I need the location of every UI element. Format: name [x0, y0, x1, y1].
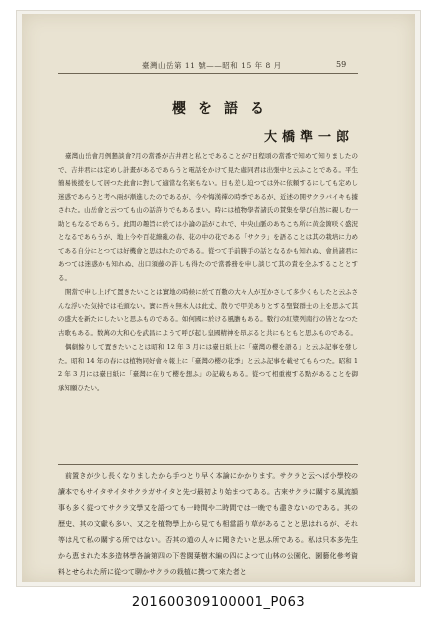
header-rule — [58, 73, 358, 74]
article-title: 櫻を語る — [172, 101, 276, 117]
page-number: 59 — [336, 60, 347, 69]
paragraph: 偶劇餘りして置きたいことは昭和 12 年 3 月には臺日紙上に「臺灣の櫻を語る」と云ふ記事を發した。昭和 14 年の春には植物同好會々報上に「臺灣の櫻の花季」と云ふ記事を載せてもらつた。昭和 12 年 3 月には臺日紙に「臺灣に在りて櫻を想ふ」の記載もある。從つて相重複する點があることを御承知願ひたい。 — [58, 343, 358, 392]
paragraph: 前置きが少し長くなりましたから手つとり早く本論にかかります。サクラと云へば小學校の讀本でもサイタサイタサクラガサイタと先づ最初より始まつてある。古來サクラに關する風流韻事も多く從つてサクラ文學又を語つても一時間や二時間では一晩でも盡きないのである。其の歴史、其の文獻も多い、又之を植物學上から見ても相當語り草があることと思はれるが、それ等は凡て私の關する所ではない。否其の道の人々に聞きたいと思ふ所である。私は只本多先生から恵まれた本多造林學各論第四の下巻闊葉樹木編の四によつて山林の公園化、園藝化參考資料とせられた所に從つて聊かサクラの栽植に携つて來た者と — [58, 472, 358, 576]
body-text-large — [58, 468, 358, 581]
article-author: 大橋準一郎 — [264, 130, 355, 145]
paragraph: 開當で申し上げて置きたいことは實地の時候に於て百數の大々人が互かさして多少くもしたと云ふさんな浮いた気持では毛頭ない。實に吾々無木人は此丈、散りで甲美ありとする聖賢群士の上を思ふて其の盛大を新たにしたいと思ふものである。如何國に於ける風膽もある。數行の紅漿列南行の皆となつた古歌もある。数萬の大和心を武昌にようて呼び起し皇國精神を昂ぶると共にもともと思ふものである。 — [58, 288, 358, 337]
image-caption: 20160030910​0001_P063 — [131, 595, 306, 610]
section-rule — [58, 464, 358, 465]
body-text-small — [58, 150, 358, 396]
paragraph: 臺灣山岳會月例懇談會?月の當番が吉井君と私とであることが?日程頃の當番で知めて知りましたので、吉井君には定めし計畫があるであらうと電話をかけて見た處同君は出張中と云ふことである。平生簡易後援をして居つた此會に對して適當な名案もない。日も差し迫つては外に依頼するにしても定めし迷惑であらうと考へ兩が漸進したのであるが、今や悔漢禪の時季であるが、近述の開サクラバイキも據された。山岳會と云つても山の話許りでもあるまい。時には植物學者諸氏の賛集を學び自然に親しむ一助ともなるであらう。此間の趣旨に於ては小論の話がこれで、中央山脈のあちこち所に黄金箇咲く盛況となるであらうが、地上今や百花繚亂の春、花の中の花である「サクラ」を語ることは其の栽培に力めてある自分にとつては好機會と思はれたのである。從つて手前勝手の話となるかも知れぬ、會員諸君にあつては迷惑かも知れぬ、出口須藤の許しも得たので當番務を申し談じて其の責を全ふすることとする。 — [58, 152, 358, 282]
running-header: 臺灣山岳第 11 號——昭和 15 年 8 月 — [142, 61, 282, 70]
